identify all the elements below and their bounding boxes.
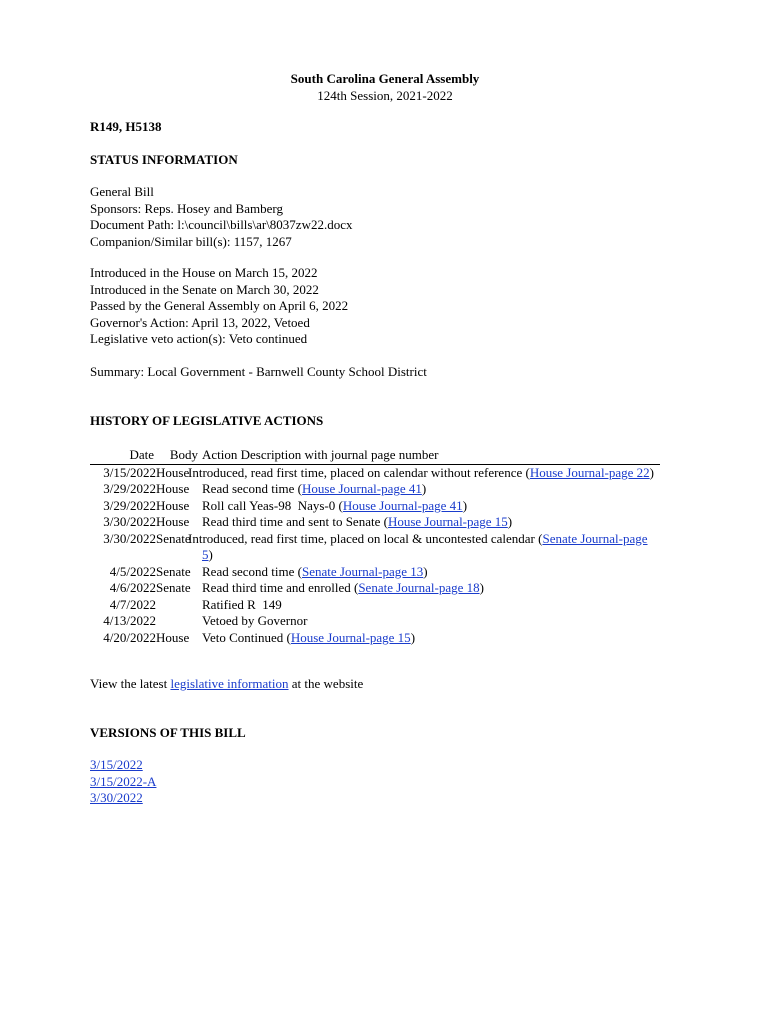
row-description: [202, 580, 660, 597]
passed-assembly: Passed by the General Assembly on April 6, 2022: [90, 298, 349, 313]
table-row: [90, 630, 660, 647]
governor-action: Governor's Action: April 13, 2022, Vetoed: [90, 314, 310, 330]
row-text: Read third time and enrolled (: [202, 580, 359, 595]
assembly-title: South Carolina General Assembly: [290, 71, 480, 86]
row-tail: ): [649, 464, 655, 480]
row-date: 4/6/2022: [109, 580, 156, 595]
row-body: Senate: [156, 563, 191, 579]
status-dates: [90, 265, 348, 348]
row-description: [202, 613, 660, 630]
table-row: [90, 514, 660, 531]
table-row: [90, 481, 660, 498]
journal-link[interactable]: Senate Journal-page 13: [302, 563, 424, 579]
journal-link[interactable]: House Journal-page 15: [387, 514, 508, 529]
row-description: [202, 597, 660, 614]
row-tail: ): [507, 514, 513, 529]
journal-link[interactable]: House Journal-page 41: [342, 497, 463, 513]
row-text: Introduced, read first time, placed on calendar without reference (: [188, 464, 530, 480]
history-table: [90, 447, 660, 646]
row-date: 4/13/2022: [103, 613, 156, 628]
row-description: [202, 498, 660, 515]
row-date: 3/29/2022: [103, 497, 156, 513]
status-info: [90, 184, 352, 250]
row-body: House: [156, 464, 190, 480]
table-row: [90, 531, 660, 564]
row-description: [202, 564, 660, 581]
table-row: [90, 580, 660, 597]
row-tail: ): [423, 563, 428, 579]
row-text: Read second time (: [202, 481, 302, 496]
row-body: House: [156, 497, 190, 513]
row-description: [188, 464, 660, 481]
version-link[interactable]: 3/15/2022-A: [90, 773, 157, 789]
row-date: 4/20/2022: [103, 629, 156, 645]
row-text: Read third time and sent to Senate (: [202, 514, 388, 529]
row-date: 3/30/2022: [103, 514, 156, 529]
version-link[interactable]: 3/30/2022: [90, 790, 143, 805]
table-row: [90, 597, 660, 614]
row-text: Read second time (: [202, 563, 302, 579]
row-body: [156, 597, 202, 614]
view-latest-line: [90, 676, 363, 693]
row-body: Senate: [156, 530, 191, 546]
row-text: Ratified R 149: [202, 596, 282, 612]
journal-link[interactable]: Senate Journal-page 18: [358, 580, 480, 595]
sponsors: Sponsors: Reps. Hosey and Bamberg: [90, 200, 283, 216]
row-body: House: [156, 514, 190, 529]
row-description: [202, 630, 660, 647]
row-text: Introduced, read first time, placed on local & uncontested calendar (: [188, 530, 543, 546]
journal-link[interactable]: House Journal-page 15: [290, 629, 411, 645]
row-date: 3/15/2022: [103, 464, 156, 480]
row-tail: ): [410, 629, 416, 645]
row-text: Roll call Yeas-98 Nays-0 (: [202, 497, 343, 513]
companion-bills: Companion/Similar bill(s): 1157, 1267: [90, 233, 292, 249]
introduced-senate: Introduced in the Senate on March 30, 2022: [90, 281, 319, 297]
session-label: 124th Session, 2021-2022: [317, 88, 453, 103]
summary: Summary: Local Government - Barnwell County School District: [90, 364, 427, 379]
row-body: House: [156, 481, 190, 496]
row-date: 4/5/2022: [109, 563, 156, 579]
introduced-house: Introduced in the House on March 15, 2022: [90, 265, 318, 280]
journal-link[interactable]: House Journal-page 22: [529, 464, 650, 480]
bill-id: R149, H5138: [90, 119, 162, 134]
view-latest-before: View the latest: [90, 676, 171, 691]
table-row: [90, 498, 660, 515]
status-heading: STATUS INFORMATION: [90, 152, 238, 167]
version-link[interactable]: 3/15/2022: [90, 757, 143, 772]
row-tail: ): [208, 547, 213, 562]
veto-action: Legislative veto action(s): Veto continued: [90, 331, 308, 346]
row-date: 3/29/2022: [103, 481, 156, 496]
history-heading: HISTORY OF LEGISLATIVE ACTIONS: [90, 413, 324, 428]
row-tail: ): [462, 497, 468, 513]
row-body: Senate: [156, 580, 191, 595]
versions-heading: VERSIONS OF THIS BILL: [90, 725, 246, 740]
table-row: [90, 464, 660, 481]
versions-list: [90, 757, 156, 807]
document-path: Document Path: l:\council\bills\ar\8037zw22.docx: [90, 217, 353, 232]
row-date: 4/7/2022: [109, 596, 156, 612]
col-body: Body: [169, 447, 198, 462]
col-description: Action Description with journal page number: [202, 447, 439, 462]
row-body: House: [156, 629, 190, 645]
row-description: [202, 514, 660, 531]
row-date: 3/30/2022: [103, 530, 156, 546]
col-date: Date: [129, 447, 154, 462]
row-text: Veto Continued (: [202, 629, 291, 645]
row-tail: ): [479, 580, 484, 595]
row-text: Vetoed by Governor: [202, 613, 308, 628]
legislative-information-link[interactable]: legislative information: [170, 676, 289, 691]
bill-type: General Bill: [90, 184, 154, 199]
table-row: [90, 613, 660, 630]
journal-link[interactable]: Senate Journal-page 5: [202, 530, 648, 562]
table-row: [90, 564, 660, 581]
row-description: [202, 481, 660, 498]
view-latest-after: at the website: [288, 676, 364, 691]
journal-link[interactable]: House Journal-page 41: [302, 481, 422, 496]
row-body: [156, 613, 202, 630]
row-description: [188, 530, 660, 564]
row-tail: ): [421, 481, 427, 496]
history-header-row: [90, 447, 660, 464]
